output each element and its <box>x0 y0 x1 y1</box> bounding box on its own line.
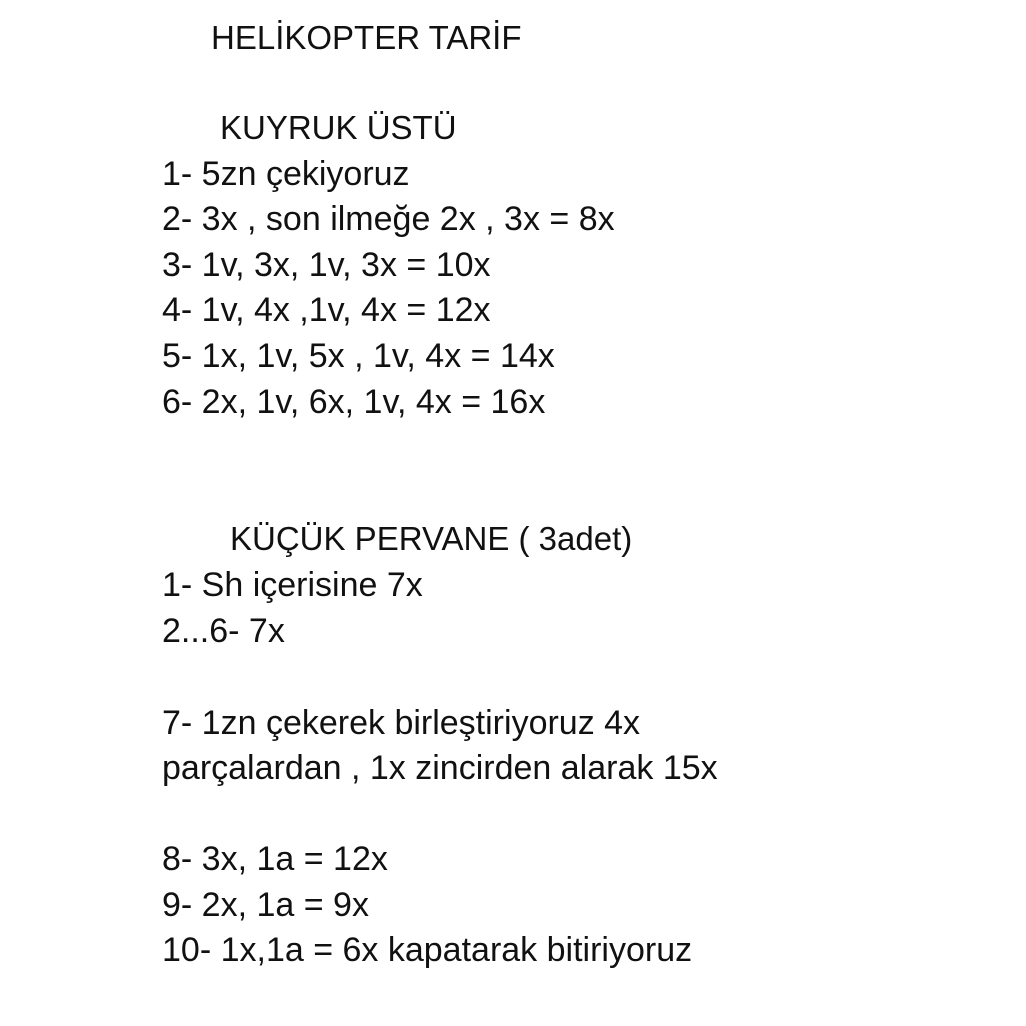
step-line: 9- 2x, 1a = 9x <box>162 886 369 924</box>
step-line: 7- 1zn çekerek birleştiriyoruz 4x <box>162 704 641 742</box>
step-line: 1- Sh içerisine 7x <box>162 566 423 604</box>
step-line-continuation: parçalardan , 1x zincirden alarak 15x <box>162 749 718 787</box>
section-heading-kuyruk-ustu: KUYRUK ÜSTÜ <box>220 109 457 146</box>
step-line: 2...6- 7x <box>162 612 285 650</box>
step-line: 8- 3x, 1a = 12x <box>162 840 388 878</box>
section-heading-kucuk-pervane: KÜÇÜK PERVANE ( 3adet) <box>230 520 633 557</box>
step-line: 2- 3x , son ilmeğe 2x , 3x = 8x <box>162 200 615 238</box>
step-line: 6- 2x, 1v, 6x, 1v, 4x = 16x <box>162 383 546 421</box>
step-line: 5- 1x, 1v, 5x , 1v, 4x = 14x <box>162 337 555 375</box>
page-title: HELİKOPTER TARİF <box>211 19 522 56</box>
step-line: 10- 1x,1a = 6x kapatarak bitiriyoruz <box>162 931 693 969</box>
step-line: 1- 5zn çekiyoruz <box>162 155 410 193</box>
step-line: 4- 1v, 4x ,1v, 4x = 12x <box>162 291 491 329</box>
step-line: 3- 1v, 3x, 1v, 3x = 10x <box>162 246 491 284</box>
